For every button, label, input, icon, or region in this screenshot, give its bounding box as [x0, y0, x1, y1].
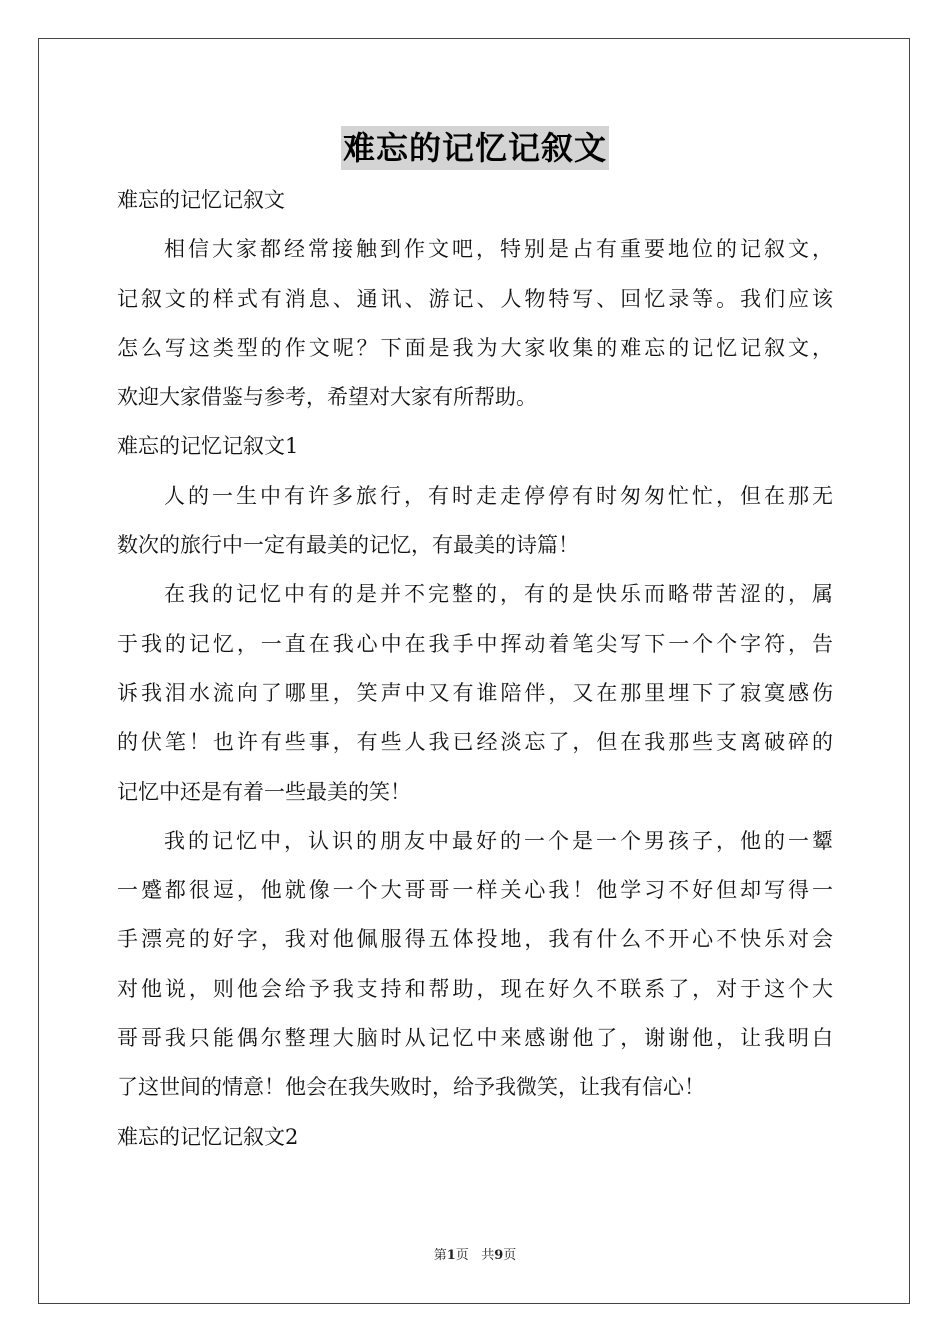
text-line: 一蹙都很逗，他就像一个大哥哥一样关心我！他学习不好但却写得一	[117, 878, 833, 903]
footer-page-prefix: 第	[433, 1248, 447, 1263]
text-line: 手漂亮的好字，我对他佩服得五体投地，我有什么不开心不快乐对会	[117, 927, 833, 952]
footer-total-prefix: 共	[481, 1248, 495, 1263]
text-line: 诉我泪水流向了哪里，笑声中又有谁陪伴，又在那里埋下了寂寞感伤	[117, 680, 833, 705]
footer-page-suffix: 页	[455, 1248, 469, 1263]
text-line: 哥哥我只能偶尔整理大脑时从记忆中来感谢他了，谢谢他，让我明白	[117, 1026, 833, 1051]
footer-total-suffix: 页	[503, 1248, 517, 1263]
document-body	[117, 176, 833, 1162]
text-line: 我的记忆中，认识的朋友中最好的一个是一个男孩子，他的一颦	[164, 828, 833, 853]
page-footer	[0, 1247, 950, 1265]
title-wrap	[0, 126, 950, 170]
text-line: 于我的记忆，一直在我心中在我手中挥动着笔尖写下一个个字符，告	[117, 631, 833, 656]
text-line: 难忘的记忆记叙文1	[117, 434, 299, 459]
text-line: 欢迎大家借鉴与参考，希望对大家有所帮助。	[117, 385, 537, 410]
text-line: 人的一生中有许多旅行，有时走走停停有时匆匆忙忙，但在那无	[164, 483, 833, 508]
footer-total-pages: 9	[494, 1248, 504, 1263]
text-line: 对他说，则他会给予我支持和帮助，现在好久不联系了，对于这个大	[117, 976, 833, 1001]
text-line: 了这世间的情意！他会在我失败时，给予我微笑，让我有信心！	[117, 1075, 705, 1100]
text-line: 数次的旅行中一定有最美的记忆，有最美的诗篇！	[117, 533, 579, 558]
text-line: 的伏笔！也许有些事，有些人我已经淡忘了，但在我那些支离破碎的	[117, 730, 833, 755]
text-line: 怎么写这类型的作文呢？下面是我为大家收集的难忘的记忆记叙文，	[117, 335, 833, 360]
text-line: 难忘的记忆记叙文	[117, 188, 285, 212]
footer-page-number: 1	[446, 1248, 456, 1263]
document-title: 难忘的记忆记叙文	[341, 126, 609, 170]
text-line: 在我的记忆中有的是并不完整的，有的是快乐而略带苦涩的，属	[164, 582, 833, 607]
text-line: 难忘的记忆记叙文2	[117, 1124, 299, 1149]
text-line: 记叙文的样式有消息、通讯、游记、人物特写、回忆录等。我们应该	[117, 286, 833, 311]
text-line: 相信大家都经常接触到作文吧，特别是占有重要地位的记叙文，	[164, 237, 833, 262]
text-line: 记忆中还是有着一些最美的笑！	[117, 779, 411, 804]
